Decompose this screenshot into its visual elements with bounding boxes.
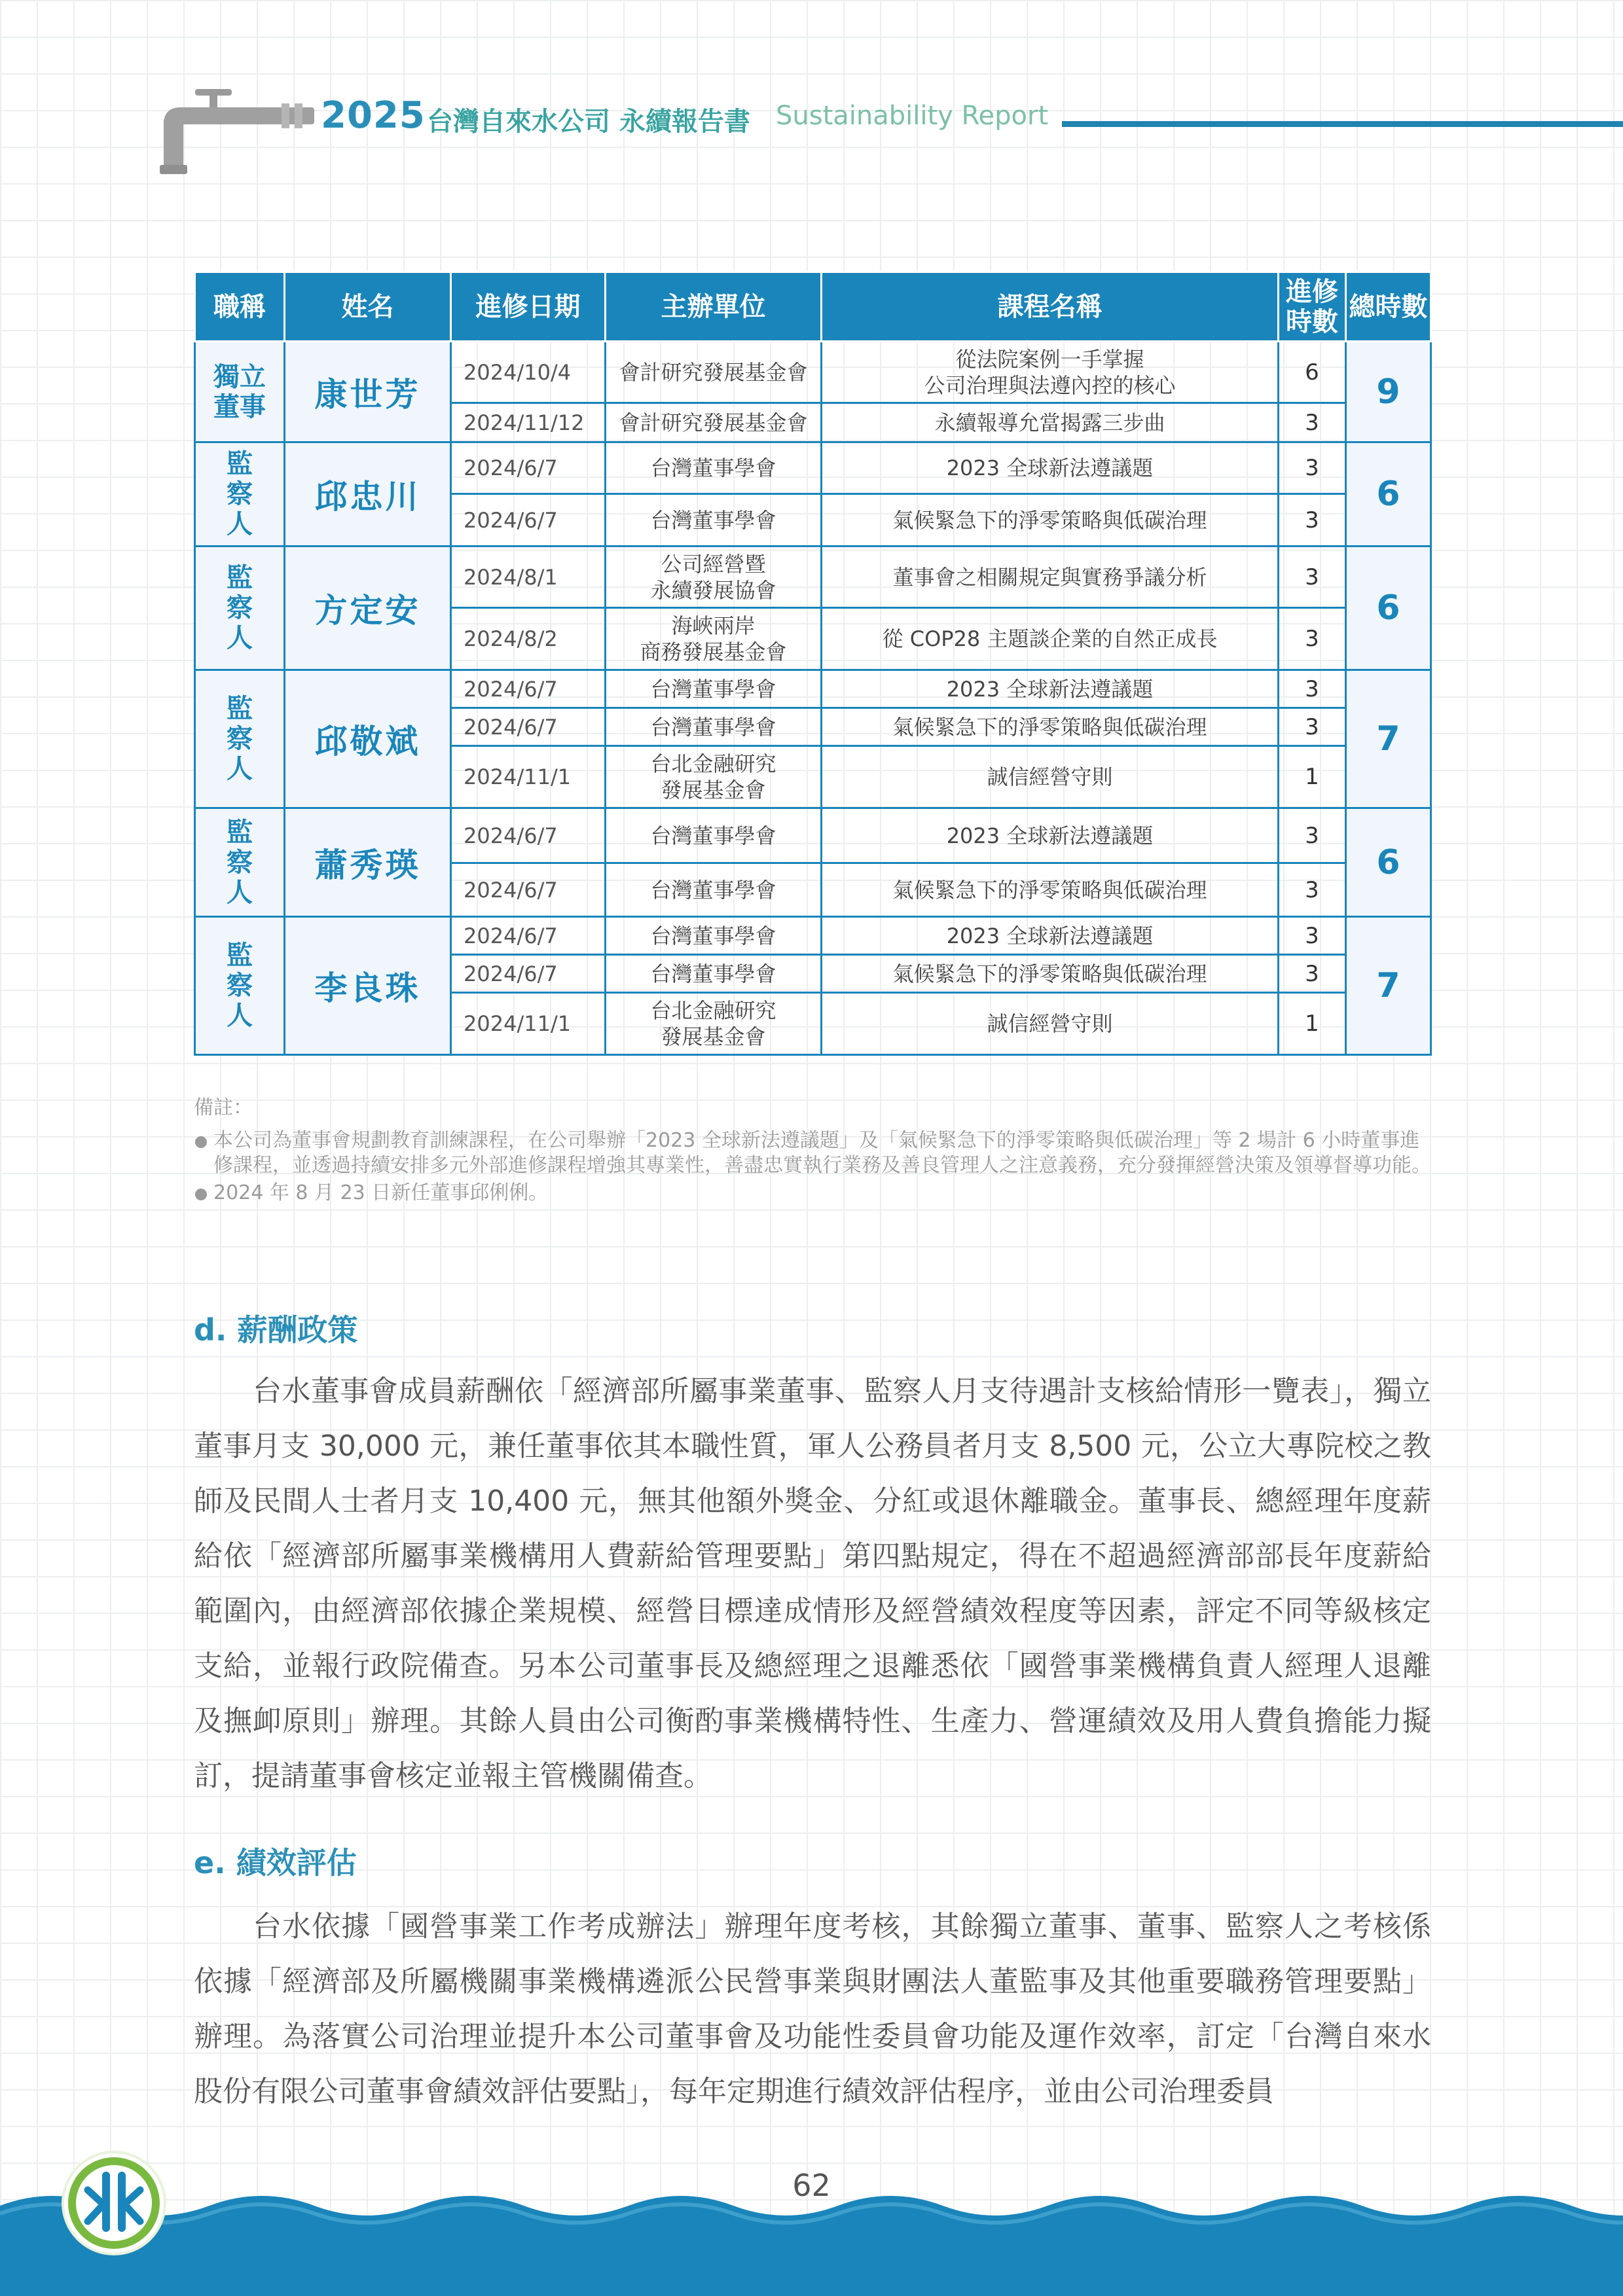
title-cell: 獨立 董事 [195, 342, 285, 442]
organizer-cell: 台北金融研究 發展基金會 [606, 993, 822, 1055]
col-header-total: 總時數 [1346, 272, 1431, 342]
col-header-title: 職稱 [195, 272, 285, 342]
organizer-cell: 公司經營暨 永續發展協會 [606, 547, 822, 608]
hours-cell: 3 [1279, 708, 1346, 746]
course-cell: 從 COP28 主題談企業的自然正成長 [822, 608, 1279, 670]
name-cell: 李良珠 [285, 917, 451, 1055]
report-title: 台灣自來水公司 永續報告書 [427, 107, 750, 137]
date-cell: 2024/6/7 [451, 917, 606, 955]
section-heading-compensation: d. 薪酬政策 [194, 1312, 358, 1348]
notes-label: 備註： [194, 1096, 253, 1119]
water-logo-icon [60, 2149, 168, 2257]
table-row [195, 547, 1431, 608]
course-cell: 氣候緊急下的淨零策略與低碳治理 [822, 708, 1279, 746]
page-number: 62 [792, 2168, 831, 2203]
header-rule [1062, 121, 1623, 127]
col-header-course: 課程名稱 [822, 272, 1279, 342]
organizer-cell: 台灣董事學會 [606, 917, 822, 955]
hours-cell: 3 [1279, 863, 1346, 917]
course-cell: 從法院案例一手掌握 公司治理與法遵內控的核心 [822, 342, 1279, 403]
total-hours-cell: 6 [1346, 808, 1431, 917]
date-cell: 2024/6/7 [451, 670, 606, 708]
name-cell: 邱忠川 [285, 442, 451, 547]
organizer-cell: 會計研究發展基金會 [606, 342, 822, 403]
col-header-organizer: 主辦單位 [606, 272, 822, 342]
title-cell: 監 察 人 [195, 670, 285, 808]
report-year: 2025 [321, 94, 426, 137]
total-hours-cell: 7 [1346, 917, 1431, 1055]
date-cell: 2024/10/4 [451, 342, 606, 403]
date-cell: 2024/6/7 [451, 442, 606, 494]
table-header-row [195, 272, 1431, 342]
hours-cell: 3 [1279, 955, 1346, 993]
date-cell: 2024/11/12 [451, 403, 606, 442]
date-cell: 2024/8/2 [451, 608, 606, 670]
title-cell: 監 察 人 [195, 547, 285, 670]
table-notes [194, 1096, 1431, 1208]
course-cell: 2023 全球新法遵議題 [822, 670, 1279, 708]
title-cell: 監 察 人 [195, 917, 285, 1055]
hours-cell: 3 [1279, 670, 1346, 708]
organizer-cell: 台灣董事學會 [606, 442, 822, 494]
course-cell: 2023 全球新法遵議題 [822, 808, 1279, 863]
organizer-cell: 台北金融研究 發展基金會 [606, 746, 822, 808]
date-cell: 2024/6/7 [451, 955, 606, 993]
date-cell: 2024/6/7 [451, 708, 606, 746]
total-hours-cell: 6 [1346, 547, 1431, 670]
hours-cell: 3 [1279, 917, 1346, 955]
faucet-icon [157, 85, 314, 177]
table-row [195, 917, 1431, 955]
note-item: 2024 年 8 月 23 日新任董事邱俐俐。 [194, 1181, 1431, 1206]
title-cell: 監 察 人 [195, 808, 285, 917]
organizer-cell: 海峽兩岸 商務發展基金會 [606, 608, 822, 670]
course-cell: 氣候緊急下的淨零策略與低碳治理 [822, 955, 1279, 993]
date-cell: 2024/6/7 [451, 863, 606, 917]
table-row [195, 670, 1431, 708]
course-cell: 2023 全球新法遵議題 [822, 442, 1279, 494]
hours-cell: 6 [1279, 342, 1346, 403]
course-cell: 氣候緊急下的淨零策略與低碳治理 [822, 494, 1279, 547]
name-cell: 蕭秀瑛 [285, 808, 451, 917]
hours-cell: 3 [1279, 808, 1346, 863]
table-row [195, 808, 1431, 863]
organizer-cell: 會計研究發展基金會 [606, 403, 822, 442]
organizer-cell: 台灣董事學會 [606, 863, 822, 917]
hours-cell: 3 [1279, 403, 1346, 442]
page-header [0, 72, 1623, 170]
hours-cell: 1 [1279, 993, 1346, 1055]
organizer-cell: 台灣董事學會 [606, 708, 822, 746]
table-row [195, 442, 1431, 494]
course-cell: 誠信經營守則 [822, 993, 1279, 1055]
total-hours-cell: 9 [1346, 342, 1431, 442]
col-header-name: 姓名 [285, 272, 451, 342]
col-header-hours: 進修 時數 [1279, 272, 1346, 342]
course-cell: 2023 全球新法遵議題 [822, 917, 1279, 955]
course-cell: 氣候緊急下的淨零策略與低碳治理 [822, 863, 1279, 917]
hours-cell: 3 [1279, 442, 1346, 494]
report-subtitle: Sustainability Report [776, 101, 1049, 131]
organizer-cell: 台灣董事學會 [606, 955, 822, 993]
col-header-date: 進修日期 [451, 272, 606, 342]
note-item: 本公司為董事會規劃教育訓練課程，在公司舉辦「2023 全球新法遵議題」及「氣候緊急下的淨零策略與低碳治理」等 2 場計 6 小時董事進修課程，並透過持續安排多元外部進修課程增強其專業性，善盡忠實執行業務及善良管理人之注意義務，充分發揮經營決策及領導督導功能。 [194, 1128, 1431, 1178]
compensation-paragraph: 台水董事會成員薪酬依「經濟部所屬事業董事、監察人月支待遇計支核給情形一覽表」，獨立董事月支 30,000 元，兼任董事依其本職性質，軍人公務員者月支 8,500 元，公立大專院校之教師及民間人士者月支 10,400 元，無其他額外獎金、分紅或退休離職金。董事長、總經理年度薪給依「經濟部所屬事業機構用人費薪給管理要點」第四點規定，得在不超過經濟部部長年度薪給範圍內，由經濟部依據企業規模、經營目標達成情形及經營績效程度等因素，評定不同等級核定支給，並報行政院備查。另本公司董事長及總經理之退離悉依「國營事業機構負責人經理人退離及撫卹原則」辦理。其餘人員由公司衡酌事業機構特性、生產力、營運績效及用人費負擔能力擬訂，提請董事會核定並報主管機關備查。 [194, 1374, 1431, 1793]
date-cell: 2024/6/7 [451, 808, 606, 863]
organizer-cell: 台灣董事學會 [606, 494, 822, 547]
course-cell: 永續報導允當揭露三步曲 [822, 403, 1279, 442]
date-cell: 2024/6/7 [451, 494, 606, 547]
name-cell: 邱敬斌 [285, 670, 451, 808]
title-cell: 監 察 人 [195, 442, 285, 547]
table-row [195, 342, 1431, 403]
performance-paragraph: 台水依據「國營事業工作考成辦法」辦理年度考核，其餘獨立董事、董事、監察人之考核係依據「經濟部及所屬機關事業機構遴派公民營事業與財團法人董監事及其他重要職務管理要點」辦理。為落實公司治理並提升本公司董事會及功能性委員會功能及運作效率，訂定「台灣自來水股份有限公司董事會績效評估要點」，每年定期進行績效評估程序，並由公司治理委員 [194, 1910, 1431, 2108]
course-cell: 誠信經營守則 [822, 746, 1279, 808]
hours-cell: 3 [1279, 494, 1346, 547]
section-heading-performance: e. 績效評估 [194, 1845, 357, 1880]
name-cell: 方定安 [285, 547, 451, 670]
date-cell: 2024/8/1 [451, 547, 606, 608]
hours-cell: 3 [1279, 608, 1346, 670]
organizer-cell: 台灣董事學會 [606, 808, 822, 863]
course-cell: 董事會之相關規定與實務爭議分析 [822, 547, 1279, 608]
hours-cell: 1 [1279, 746, 1346, 808]
training-table [194, 271, 1432, 1056]
date-cell: 2024/11/1 [451, 993, 606, 1055]
organizer-cell: 台灣董事學會 [606, 670, 822, 708]
hours-cell: 3 [1279, 547, 1346, 608]
name-cell: 康世芳 [285, 342, 451, 442]
date-cell: 2024/11/1 [451, 746, 606, 808]
total-hours-cell: 7 [1346, 670, 1431, 808]
total-hours-cell: 6 [1346, 442, 1431, 547]
